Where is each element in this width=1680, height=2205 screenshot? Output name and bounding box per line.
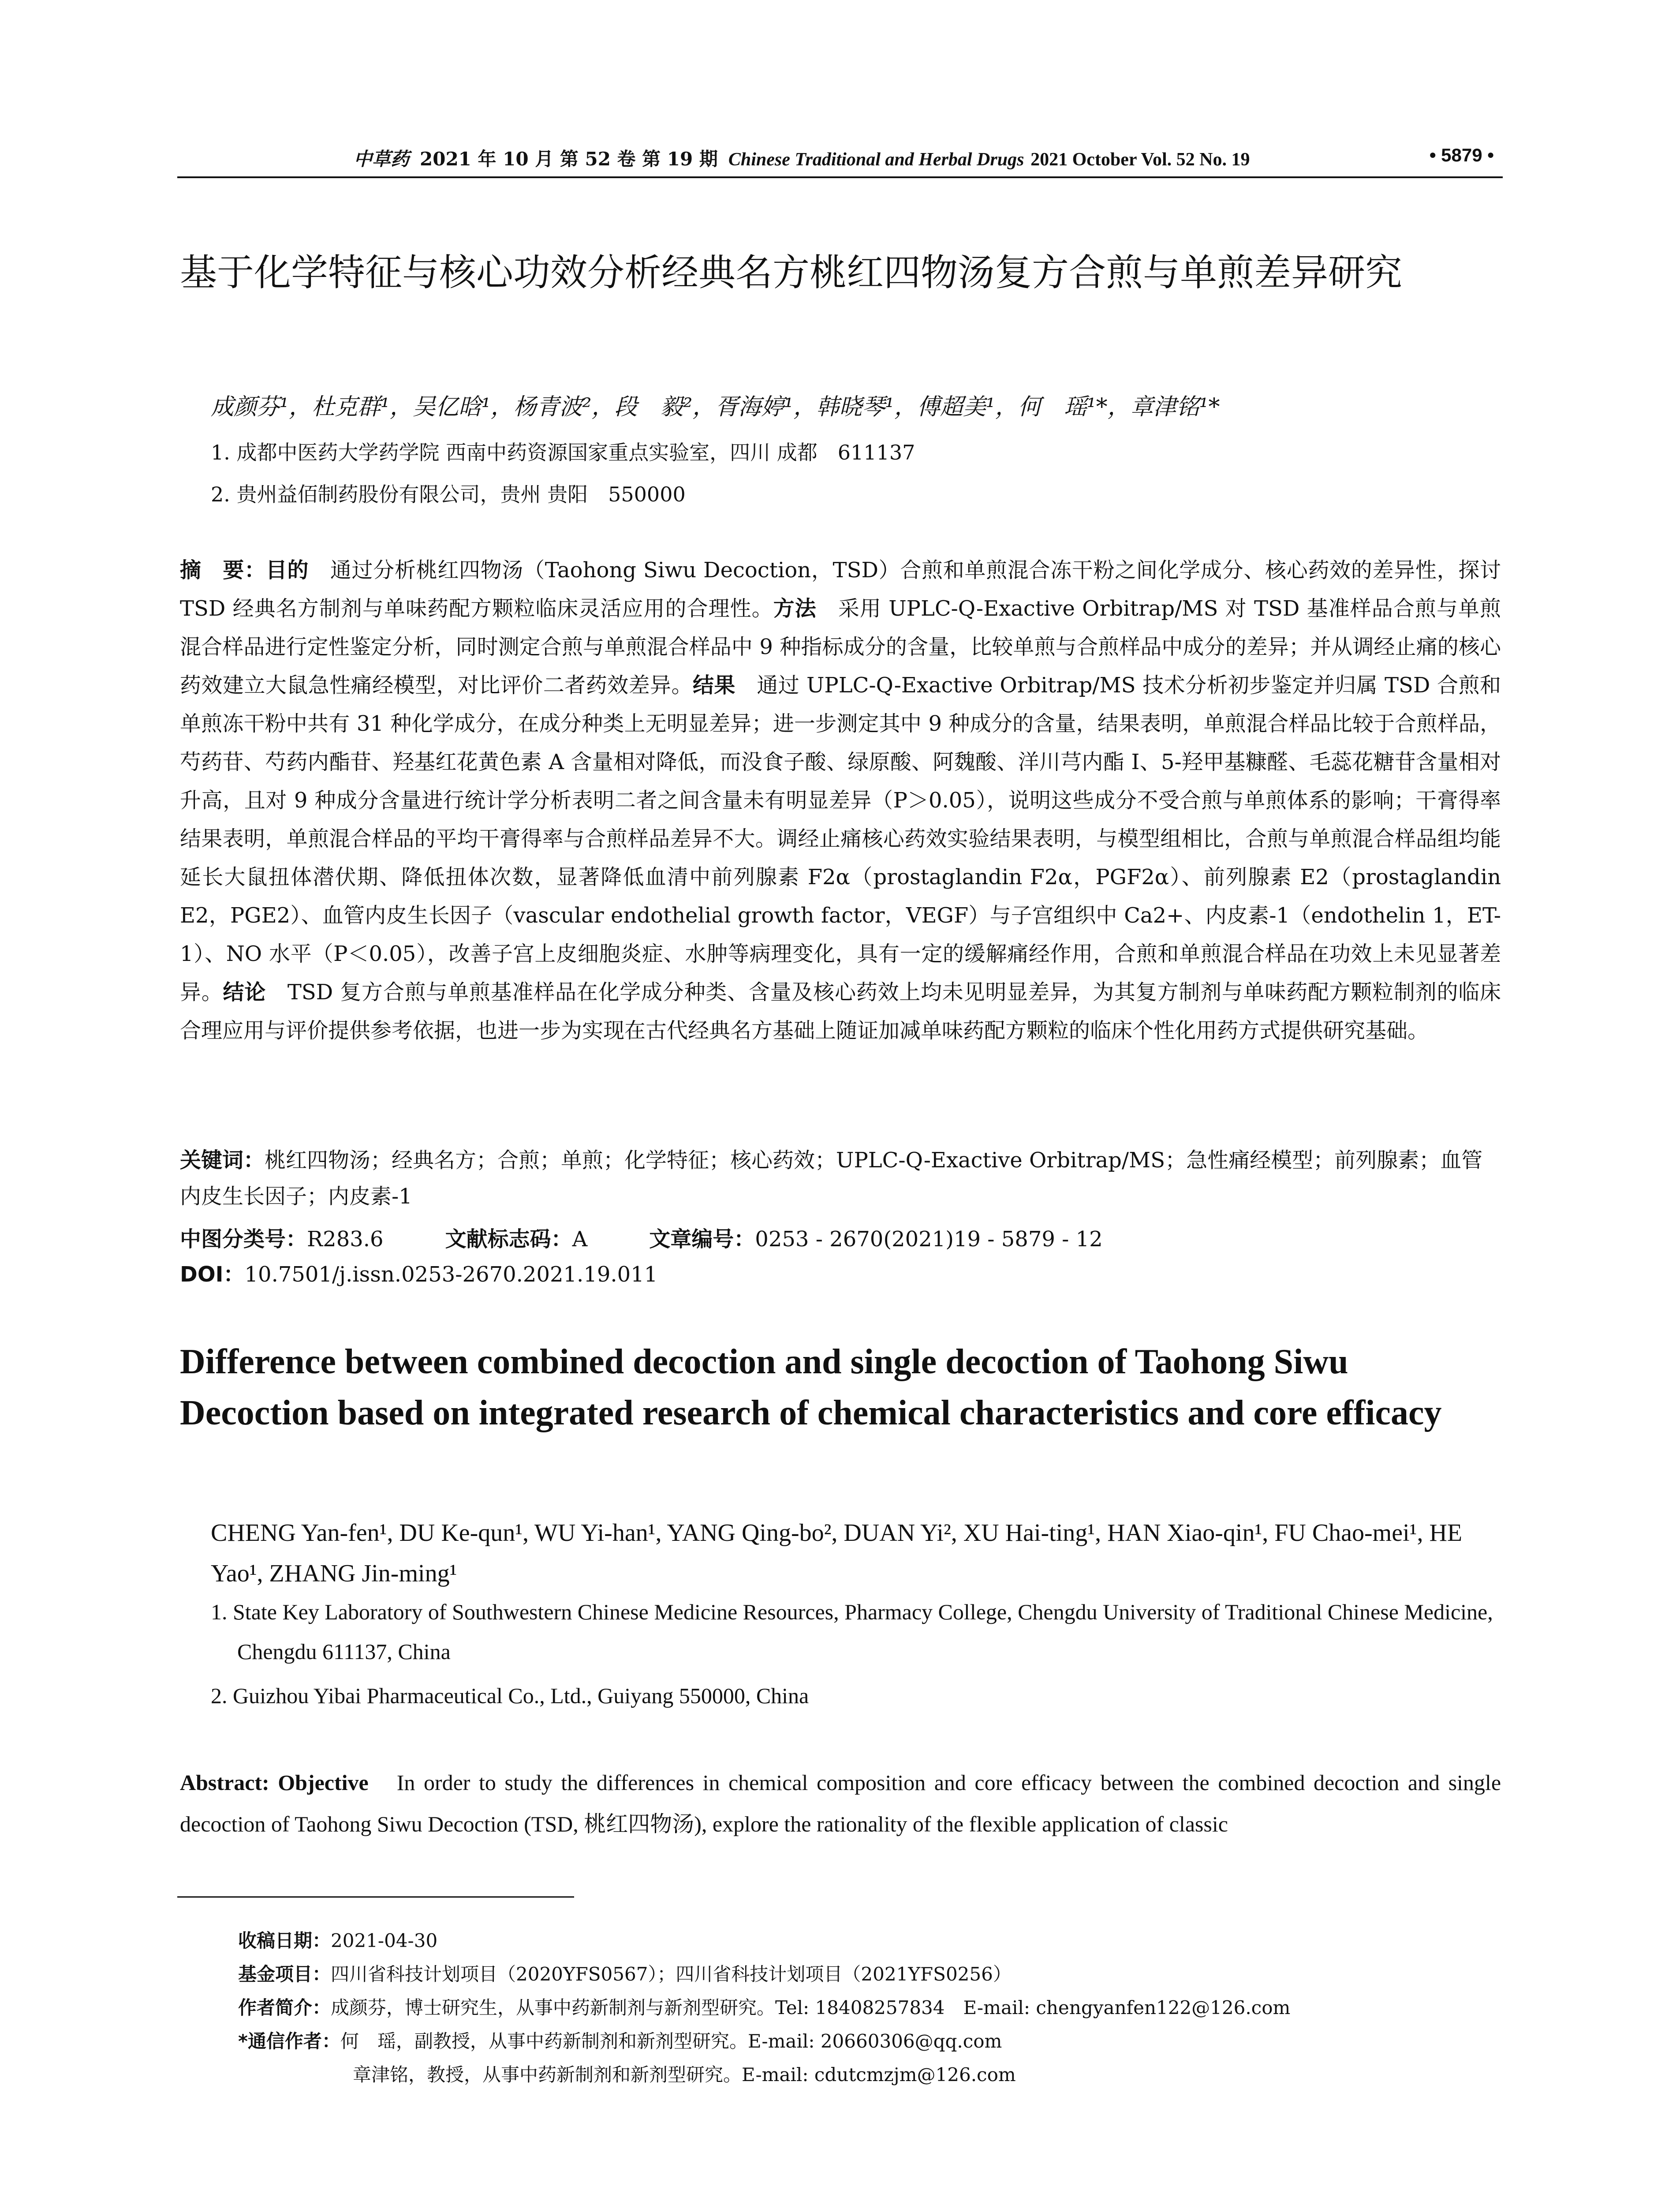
footnote-corresponding-2	[353, 2060, 1016, 2087]
article-no-label: 文章编号：	[649, 1227, 755, 1252]
title-en: Difference between combined decoction and single decoction of Taohong Siwu Decoction based on integrated research of chemical characteristics and core efficacy	[180, 1342, 1442, 1432]
footnote-rule	[177, 1896, 574, 1898]
doi-label: DOI：	[180, 1262, 245, 1287]
issue-en: 2021 October Vol. 52 No. 19	[1030, 149, 1250, 170]
keywords-cn	[180, 1142, 1501, 1215]
footnote-funding	[238, 1960, 1012, 1986]
keywords-text: 桃红四物汤；经典名方；合煎；单煎；化学特征；核心药效；UPLC-Q-Exactive Orbitrap/MS；急性痛经模型；前列腺素；血管内皮生长因子；内皮素-1	[180, 1148, 1483, 1209]
affiliation-en-2: 2. Guizhou Yibai Pharmaceutical Co., Ltd., Guiyang 550000, China	[211, 1683, 809, 1708]
footnote-text: 四川省科技计划项目（2020YFS0567）；四川省科技计划项目（2021YFS0256）	[331, 1963, 1012, 1985]
conclusion-label-cn: 结论	[223, 980, 266, 1005]
methods-cn: 采用 UPLC-Q-Exactive Orbitrap/MS 对 TSD 基准样品合煎与单煎混合样品进行定性鉴定分析，同时测定合煎与单煎混合样品中 9 种指标成分的含量，比较单煎与合煎样品中成分的差异；并从调经止痛的核心药效建立大鼠急性痛经模型，对比评价二者药效差异。	[180, 596, 1501, 698]
doi-value[interactable]: 10.7501/j.issn.0253-2670.2021.19.011	[244, 1262, 658, 1287]
footnote-text: 何 瑶，副教授，从事中药新制剂和新剂型研究。E-mail: 20660306@qq.com	[340, 2030, 1002, 2052]
footnote-label: 作者简介：	[238, 1997, 331, 2018]
footnote-text: 成颜芬，博士研究生，从事中药新制剂与新剂型研究。Tel: 18408257834 E-mail: chengyanfen122@126.com	[331, 1997, 1291, 2018]
affiliation-cn-2: 2. 贵州益佰制药股份有限公司，贵州 贵阳 550000	[211, 482, 686, 506]
abstract-en-label: Abstract: Objective	[180, 1770, 369, 1795]
affiliation-cn-1: 1. 成都中医药大学药学院 西南中药资源国家重点实验室，四川 成都 611137	[211, 441, 915, 464]
authors-en: CHENG Yan-fen¹, DU Ke-qun¹, WU Yi-han¹, YANG Qing-bo², DUAN Yi², XU Hai-ting¹, HAN Xiao-qin¹, FU Chao-mei¹, HE Yao¹, ZHANG Jin-ming¹	[211, 1519, 1463, 1587]
abstract-en-text: In order to study the differences in chemical composition and core efficacy between the combined decoction and single decoction of Taohong Siwu Decoction (TSD, 桃红四物汤), explore the rationality of the flexible application of classic	[180, 1770, 1501, 1836]
header-rule	[177, 176, 1503, 178]
doi-row	[180, 1257, 1501, 1292]
authors-cn: 成颜芬¹，杜克群¹，吴亿晗¹，杨青波²，段 毅²，胥海婷¹，韩晓琴¹，傅超美¹，何 瑶¹*，章津铭¹*	[211, 394, 1220, 420]
clc-value: R283.6	[307, 1227, 384, 1252]
journal-name-en: Chinese Traditional and Herbal Drugs	[728, 149, 1024, 170]
clc-label: 中图分类号：	[180, 1227, 307, 1252]
page-number: • 5879 •	[1429, 145, 1494, 165]
footnote-label: 基金项目：	[238, 1963, 331, 1985]
title-cn: 基于化学特征与核心功效分析经典名方桃红四物汤复方合煎与单煎差异研究	[180, 251, 1403, 294]
affiliation-en-1: 1. State Key Laboratory of Southwestern Chinese Medicine Resources, Pharmacy College, Chengdu University of Traditional Chinese Medicine, Chengdu 611137, China	[211, 1600, 1493, 1664]
footnote-label: *通信作者：	[238, 2030, 340, 2052]
methods-label-cn: 方法	[773, 596, 817, 621]
issue-cn: 2021 年 10 月 第 52 卷 第 19 期	[420, 148, 718, 170]
keywords-label: 关键词：	[180, 1148, 265, 1173]
footnote-label: 收稿日期：	[238, 1930, 331, 1951]
header-journal-info	[354, 145, 1250, 171]
journal-name-cn: 中草药	[354, 148, 410, 170]
doc-code-value: A	[572, 1227, 588, 1252]
doc-code-label: 文献标志码：	[445, 1227, 572, 1252]
results-label-cn: 结果	[692, 673, 735, 698]
footnote-author-bio	[238, 1993, 1290, 2020]
abstract-cn	[180, 551, 1501, 1050]
footnote-corresponding-1	[238, 2027, 1002, 2053]
article-no-value: 0253 - 2670(2021)19 - 5879 - 12	[755, 1227, 1103, 1252]
classification-info	[180, 1222, 1501, 1292]
results-cn: 通过 UPLC-Q-Exactive Orbitrap/MS 技术分析初步鉴定并归属 TSD 合煎和单煎冻干粉中共有 31 种化学成分，在成分种类上无明显差异；进一步测定其中 9 种成分的含量，结果表明，单煎混合样品比较于合煎样品，芍药苷、芍药内酯苷、羟基红花黄色素 A 含量相对降低，而没食子酸、绿原酸、阿魏酸、洋川芎内酯 I、5-羟甲基糠醛、毛蕊花糖苷含量相对升高，且对 9 种成分含量进行统计学分析表明二者之间含量未有明显差异（P＞0.05），说明这些成分不受合煎与单煎体系的影响；干膏得率结果表明，单煎混合样品的平均干膏得率与合煎样品差异不大。调经止痛核心药效实验结果表明，与模型组相比，合煎与单煎混合样品组均能延长大鼠扭体潜伏期、降低扭体次数，显著降低血清中前列腺素 F2α（prostaglandin F2α，PGF2α）、前列腺素 E2（prostaglandin E2，PGE2）、血管内皮生长因子（vascular endothelial growth factor，VEGF）与子宫组织中 Ca2+、内皮素-1（endothelin 1，ET-1）、NO 水平（P＜0.05），改善子宫上皮细胞炎症、水肿等病理变化，具有一定的缓解痛经作用，合煎和单煎混合样品在功效上未见显著差异。	[180, 673, 1501, 1005]
footnote-text: 2021-04-30	[331, 1930, 438, 1951]
conclusion-cn: TSD 复方合煎与单煎基准样品在化学成分种类、含量及核心药效上均未见明显差异，为其复方制剂与单味药配方颗粒制剂的临床合理应用与评价提供参考依据，也进一步为实现在古代经典名方基础上随证加减单味药配方颗粒的临床个性化用药方式提供研究基础。	[180, 980, 1501, 1043]
footnote-text: 章津铭，教授，从事中药新制剂和新剂型研究。E-mail: cdutcmzjm@126.com	[353, 2064, 1016, 2085]
abstract-cn-label: 摘 要：	[180, 558, 266, 583]
objective-label-cn: 目的	[265, 558, 309, 583]
abstract-en	[180, 1762, 1501, 1845]
objective-cn: 通过分析桃红四物汤（Taohong Siwu Decoction，TSD）合煎和单煎混合冻干粉之间化学成分、核心药效的差异性，探讨 TSD 经典名方制剂与单味药配方颗粒临床灵活应用的合理性。	[180, 558, 1501, 621]
footnote-received	[238, 1926, 437, 1953]
classification-row	[180, 1222, 1501, 1257]
running-header	[177, 142, 1503, 168]
